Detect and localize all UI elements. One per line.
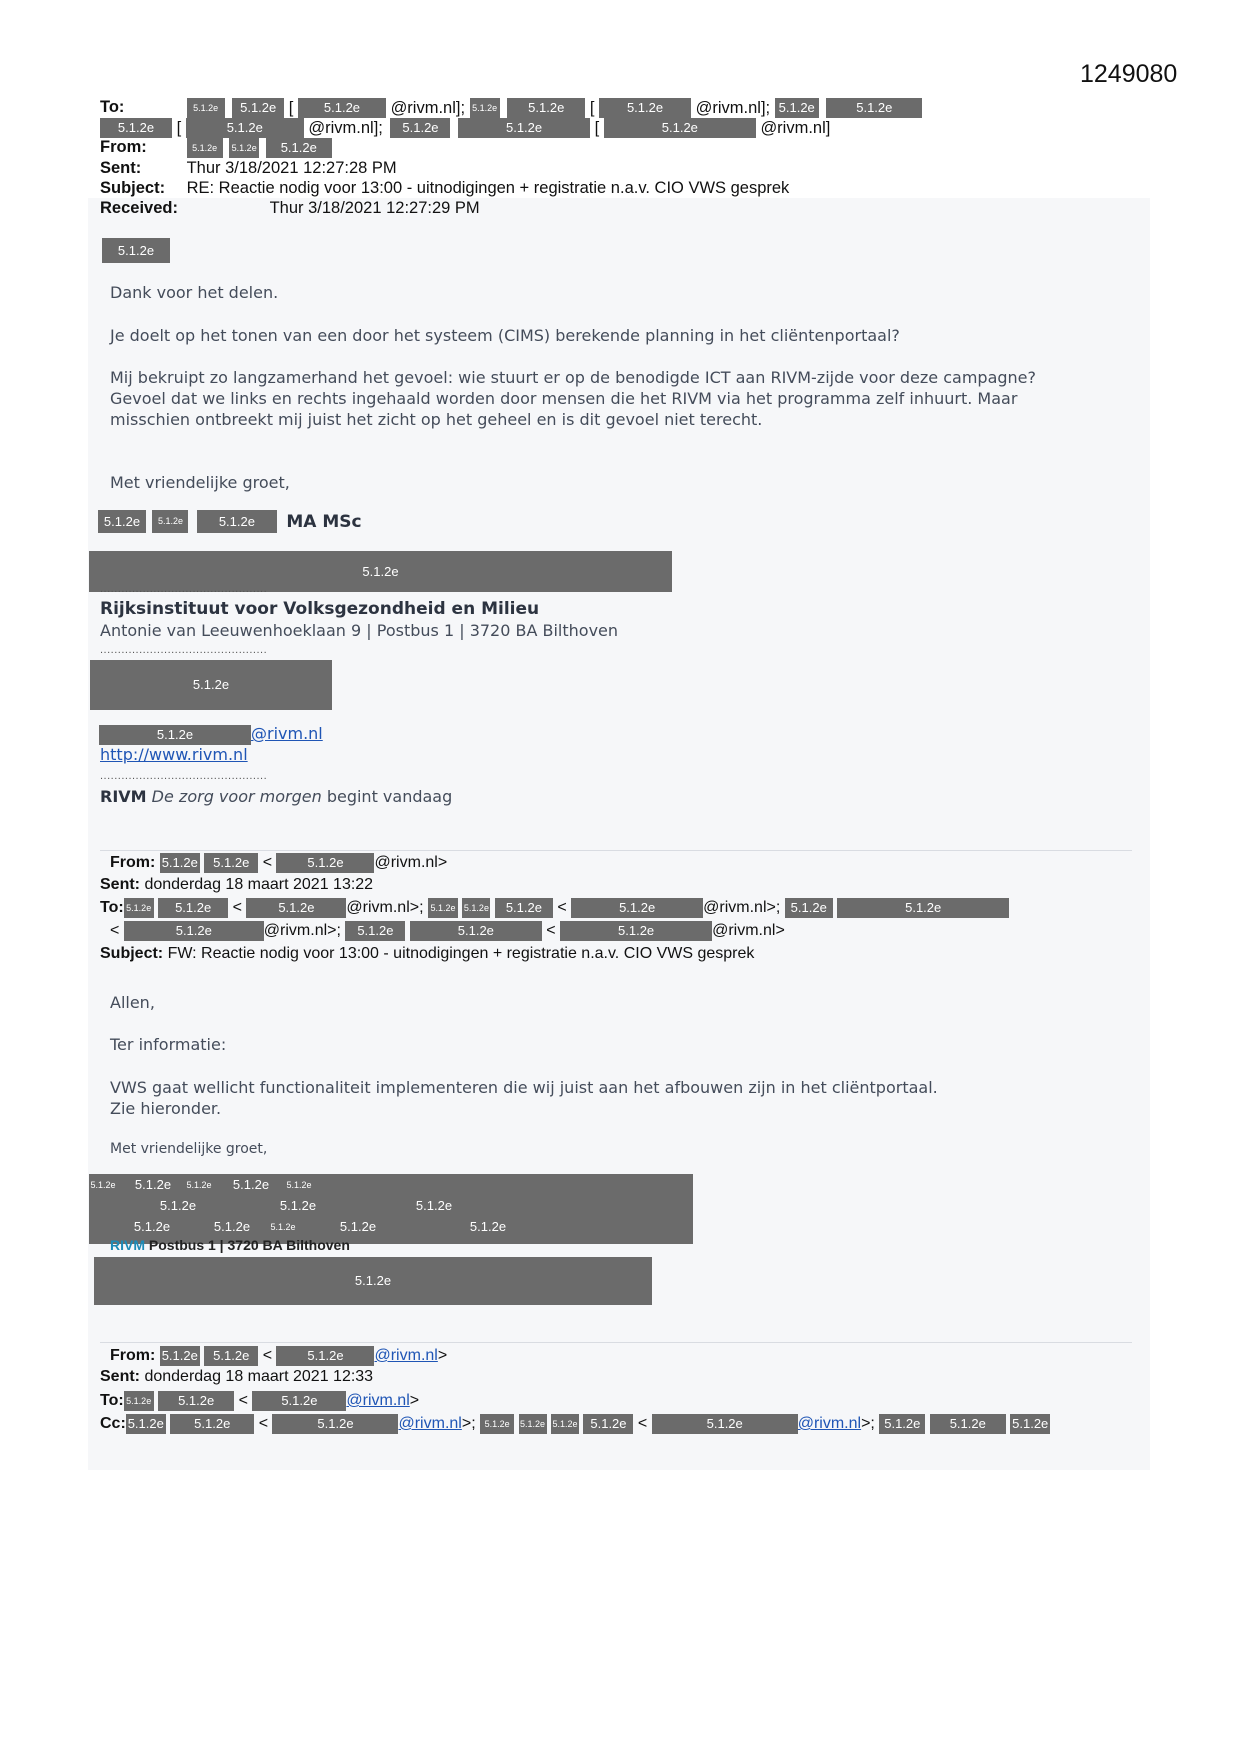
tagline-rest: begint vandaag bbox=[326, 787, 453, 806]
redaction: 5.1.2e bbox=[229, 138, 259, 158]
to-label: To: bbox=[100, 98, 125, 117]
redaction: 5.1.2e bbox=[197, 510, 277, 533]
redaction: 5.1.2e bbox=[285, 1177, 313, 1193]
gt: > bbox=[409, 1392, 420, 1410]
fw1-p2-line2: Zie hieronder. bbox=[110, 1099, 222, 1118]
redaction: 5.1.2e bbox=[209, 1219, 255, 1235]
sent-label: Sent: bbox=[100, 1368, 140, 1385]
lt: < bbox=[232, 899, 242, 916]
redaction: 5.1.2e bbox=[775, 98, 819, 118]
signature-name-line bbox=[98, 510, 362, 533]
rivm-tagline bbox=[100, 787, 452, 806]
message1-p3-line1: Mij bekruipt zo langzamerhand het gevoel: wie stuurt er op de benodigde ICT aan RIVM-zijde voor deze campagne? bbox=[110, 368, 1036, 387]
redaction: 5.1.2e bbox=[480, 1414, 514, 1434]
separator-dots: ............................................... bbox=[100, 770, 268, 782]
redaction: 5.1.2e bbox=[519, 1414, 547, 1434]
redaction: 5.1.2e bbox=[185, 1177, 213, 1193]
redaction: 5.1.2e bbox=[599, 98, 691, 118]
sent-value: donderdag 18 maart 2021 12:33 bbox=[144, 1368, 374, 1385]
redaction: 5.1.2e bbox=[232, 98, 284, 118]
email-suffix: @rivm.nl]; bbox=[695, 98, 771, 117]
rivm-address: Postbus 1 | 3720 BA Bilthoven bbox=[148, 1237, 350, 1253]
signature-org: Rijksinstituut voor Volksgezondheid en Milieu bbox=[100, 599, 540, 619]
signature-phone-redaction: 5.1.2e bbox=[90, 660, 332, 710]
fw2-to bbox=[100, 1391, 419, 1411]
redaction: 5.1.2e bbox=[269, 1219, 297, 1235]
redaction: 5.1.2e bbox=[298, 98, 386, 118]
redaction: 5.1.2e bbox=[826, 98, 922, 118]
fw1-sent bbox=[100, 876, 373, 894]
redaction: 5.1.2e bbox=[785, 898, 833, 918]
redaction: 5.1.2e bbox=[124, 898, 154, 918]
lt: < bbox=[238, 1392, 248, 1409]
separator-dots: ............................................... bbox=[100, 644, 268, 656]
fw1-signature-org bbox=[110, 1237, 350, 1253]
redaction: 5.1.2e bbox=[458, 118, 590, 138]
lt: < bbox=[258, 1415, 269, 1432]
address-suffix: @rivm.nl>; bbox=[263, 922, 341, 939]
divider bbox=[100, 1342, 1132, 1343]
redaction: 5.1.2e bbox=[100, 118, 172, 138]
email-suffix: @rivm.nl] bbox=[760, 118, 831, 137]
fw1-greeting: Allen, bbox=[110, 993, 155, 1012]
email-suffix: @rivm.nl]; bbox=[308, 118, 383, 137]
gt: > bbox=[437, 1347, 448, 1365]
redaction: 5.1.2e bbox=[252, 1391, 346, 1411]
redaction: 5.1.2e bbox=[571, 898, 703, 918]
redaction: 5.1.2e bbox=[879, 1414, 925, 1434]
redaction: 5.1.2e bbox=[465, 1219, 511, 1235]
redaction: 5.1.2e bbox=[89, 1177, 117, 1193]
redaction: 5.1.2e bbox=[186, 118, 304, 138]
fw1-from bbox=[110, 853, 447, 873]
fw1-p2-line1: VWS gaat wellicht functionaliteit implementeren die wij juist aan het afbouwen zijn in het cliëntportaal. bbox=[110, 1078, 938, 1097]
redaction: 5.1.2e bbox=[837, 898, 1009, 918]
redaction: 5.1.2e bbox=[462, 898, 490, 918]
divider bbox=[100, 850, 1132, 851]
redaction: 5.1.2e bbox=[187, 138, 223, 158]
lt: < bbox=[637, 1415, 648, 1432]
redaction: 5.1.2e bbox=[204, 853, 258, 873]
redaction: 5.1.2e bbox=[246, 898, 346, 918]
email-link[interactable]: @rivm.nl bbox=[797, 1415, 862, 1433]
email-suffix: @rivm.nl]; bbox=[390, 98, 466, 117]
address-suffix: @rivm.nl> bbox=[712, 922, 785, 939]
sent-value: Thur 3/18/2021 12:27:28 PM bbox=[186, 159, 397, 178]
redaction: 5.1.2e bbox=[428, 898, 458, 918]
address-suffix: @rivm.nl>; bbox=[346, 899, 424, 916]
fw2-cc bbox=[100, 1414, 1050, 1434]
redaction: 5.1.2e bbox=[560, 921, 712, 941]
gt: >; bbox=[861, 1415, 875, 1433]
subject-value: RE: Reactie nodig voor 13:00 - uitnodigingen + registratie n.a.v. CIO VWS gesprek bbox=[186, 179, 790, 198]
redaction: 5.1.2e bbox=[158, 1391, 234, 1411]
redaction: 5.1.2e bbox=[204, 1346, 258, 1366]
rivm-label: RIVM bbox=[110, 1237, 145, 1253]
lt: < bbox=[110, 922, 120, 939]
redaction: 5.1.2e bbox=[507, 98, 585, 118]
lt: < bbox=[546, 922, 556, 939]
redaction: 5.1.2e bbox=[652, 1414, 798, 1434]
redaction: 5.1.2e bbox=[124, 921, 264, 941]
to-label: To: bbox=[100, 1392, 124, 1410]
redaction: 5.1.2e bbox=[155, 1198, 201, 1214]
fw2-from bbox=[110, 1346, 447, 1366]
to-label: To: bbox=[100, 899, 124, 917]
redaction: 5.1.2e bbox=[470, 98, 500, 118]
signature-email[interactable] bbox=[99, 723, 323, 745]
lt: < bbox=[262, 854, 273, 871]
redaction: 5.1.2e bbox=[160, 1346, 200, 1366]
redaction: 5.1.2e bbox=[129, 1219, 175, 1235]
separator-dots: ............................................... bbox=[100, 583, 268, 595]
message1-closing: Met vriendelijke groet, bbox=[110, 473, 290, 492]
bracket: [ bbox=[589, 98, 595, 117]
document-id: 1249080 bbox=[1080, 60, 1178, 88]
redaction: 5.1.2e bbox=[266, 138, 332, 158]
message1-p2: Je doelt op het tonen van een door het systeem (CIMS) berekende planning in het cliëntenportaal? bbox=[110, 326, 900, 345]
signature-department-redaction: 5.1.2e bbox=[89, 551, 672, 592]
address-suffix: @rivm.nl>; bbox=[703, 899, 781, 916]
redaction: 5.1.2e bbox=[276, 1346, 374, 1366]
subject-label: Subject: bbox=[100, 945, 164, 962]
subject-label: Subject: bbox=[100, 179, 166, 197]
redaction: 5.1.2e bbox=[495, 898, 553, 918]
tagline-bold: RIVM bbox=[100, 787, 147, 806]
redaction: 5.1.2e bbox=[158, 898, 228, 918]
redaction: 5.1.2e bbox=[170, 1414, 254, 1434]
redaction: 5.1.2e bbox=[152, 510, 188, 533]
signature-address: Antonie van Leeuwenhoeklaan 9 | Postbus 1 | 3720 BA Bilthoven bbox=[100, 621, 619, 640]
redaction: 5.1.2e bbox=[275, 1198, 321, 1214]
redaction: 5.1.2e bbox=[160, 853, 200, 873]
message1-p3-line2: Gevoel dat we links en rechts ingehaald worden door mensen die het RIVM via het programma zelf inhuurt. Maar bbox=[110, 389, 1018, 408]
redaction: 5.1.2e bbox=[390, 118, 450, 138]
bracket: [ bbox=[176, 118, 182, 137]
redaction: 5.1.2e bbox=[410, 921, 542, 941]
fw1-to-line-2 bbox=[110, 921, 785, 941]
redaction: 5.1.2e bbox=[187, 98, 225, 118]
bracket: [ bbox=[594, 118, 600, 137]
redaction: 5.1.2e bbox=[229, 1177, 273, 1193]
redaction: 5.1.2e bbox=[345, 921, 405, 941]
tagline-italic: De zorg voor morgen bbox=[151, 787, 322, 806]
sent-label: Sent: bbox=[100, 876, 140, 893]
fw2-sent bbox=[100, 1368, 373, 1386]
email-link[interactable]: @rivm.nl bbox=[251, 724, 323, 743]
redaction: 5.1.2e bbox=[134, 1177, 172, 1192]
redaction: 5.1.2e bbox=[276, 853, 374, 873]
from-label: From: bbox=[110, 1347, 156, 1365]
fw1-signature-redaction-block bbox=[89, 1174, 693, 1244]
lt: < bbox=[557, 899, 567, 916]
header-to-line-2 bbox=[100, 118, 830, 138]
greeting-redaction: 5.1.2e bbox=[102, 238, 170, 263]
subject-value: FW: Reactie nodig voor 13:00 - uitnodigingen + registratie n.a.v. CIO VWS gesprek bbox=[167, 945, 755, 962]
sent-value: donderdag 18 maart 2021 13:22 bbox=[144, 876, 374, 893]
redaction: 5.1.2e bbox=[124, 1391, 154, 1411]
from-label: From: bbox=[100, 138, 147, 157]
redaction: 5.1.2e bbox=[98, 510, 146, 533]
cc-label: Cc: bbox=[100, 1415, 126, 1433]
header-received bbox=[100, 199, 480, 218]
redaction: 5.1.2e bbox=[930, 1414, 1006, 1434]
fw1-to-line-1 bbox=[100, 898, 1009, 918]
header-sent bbox=[100, 159, 397, 178]
email-link[interactable]: @rivm.nl bbox=[346, 1392, 410, 1410]
from-label: From: bbox=[110, 854, 156, 872]
redaction: 5.1.2e bbox=[335, 1219, 381, 1235]
email-link[interactable]: @rivm.nl bbox=[374, 1347, 438, 1365]
message1-p3-line3: misschien ontbreekt mij juist het zicht op het geheel en is dit gevoel niet terecht. bbox=[110, 410, 763, 429]
header-from bbox=[100, 138, 332, 158]
message1-p1: Dank voor het delen. bbox=[110, 283, 279, 302]
header-subject bbox=[100, 179, 789, 198]
address-suffix: @rivm.nl> bbox=[374, 854, 448, 871]
received-value: Thur 3/18/2021 12:27:29 PM bbox=[269, 199, 480, 218]
header-to-line-1 bbox=[100, 98, 922, 118]
website-link[interactable]: http://www.rivm.nl bbox=[100, 745, 248, 764]
lt: < bbox=[262, 1347, 273, 1364]
redaction: 5.1.2e bbox=[272, 1414, 398, 1434]
email-link[interactable]: @rivm.nl bbox=[398, 1415, 462, 1433]
fw1-contact-redaction: 5.1.2e bbox=[94, 1257, 652, 1305]
sent-label: Sent: bbox=[100, 159, 142, 177]
bracket: [ bbox=[288, 98, 294, 117]
redaction: 5.1.2e bbox=[99, 725, 251, 745]
redaction: 5.1.2e bbox=[1010, 1414, 1050, 1434]
redaction: 5.1.2e bbox=[126, 1414, 166, 1434]
redaction: 5.1.2e bbox=[604, 118, 756, 138]
fw1-subject bbox=[100, 945, 754, 963]
redaction: 5.1.2e bbox=[411, 1198, 457, 1214]
redaction: 5.1.2e bbox=[583, 1414, 633, 1434]
received-label: Received: bbox=[100, 199, 178, 217]
fw1-p1: Ter informatie: bbox=[110, 1035, 227, 1054]
signature-title: MA MSc bbox=[286, 511, 362, 532]
redaction: 5.1.2e bbox=[551, 1414, 579, 1434]
gt: >; bbox=[461, 1415, 476, 1433]
fw1-closing: Met vriendelijke groet, bbox=[110, 1141, 268, 1157]
